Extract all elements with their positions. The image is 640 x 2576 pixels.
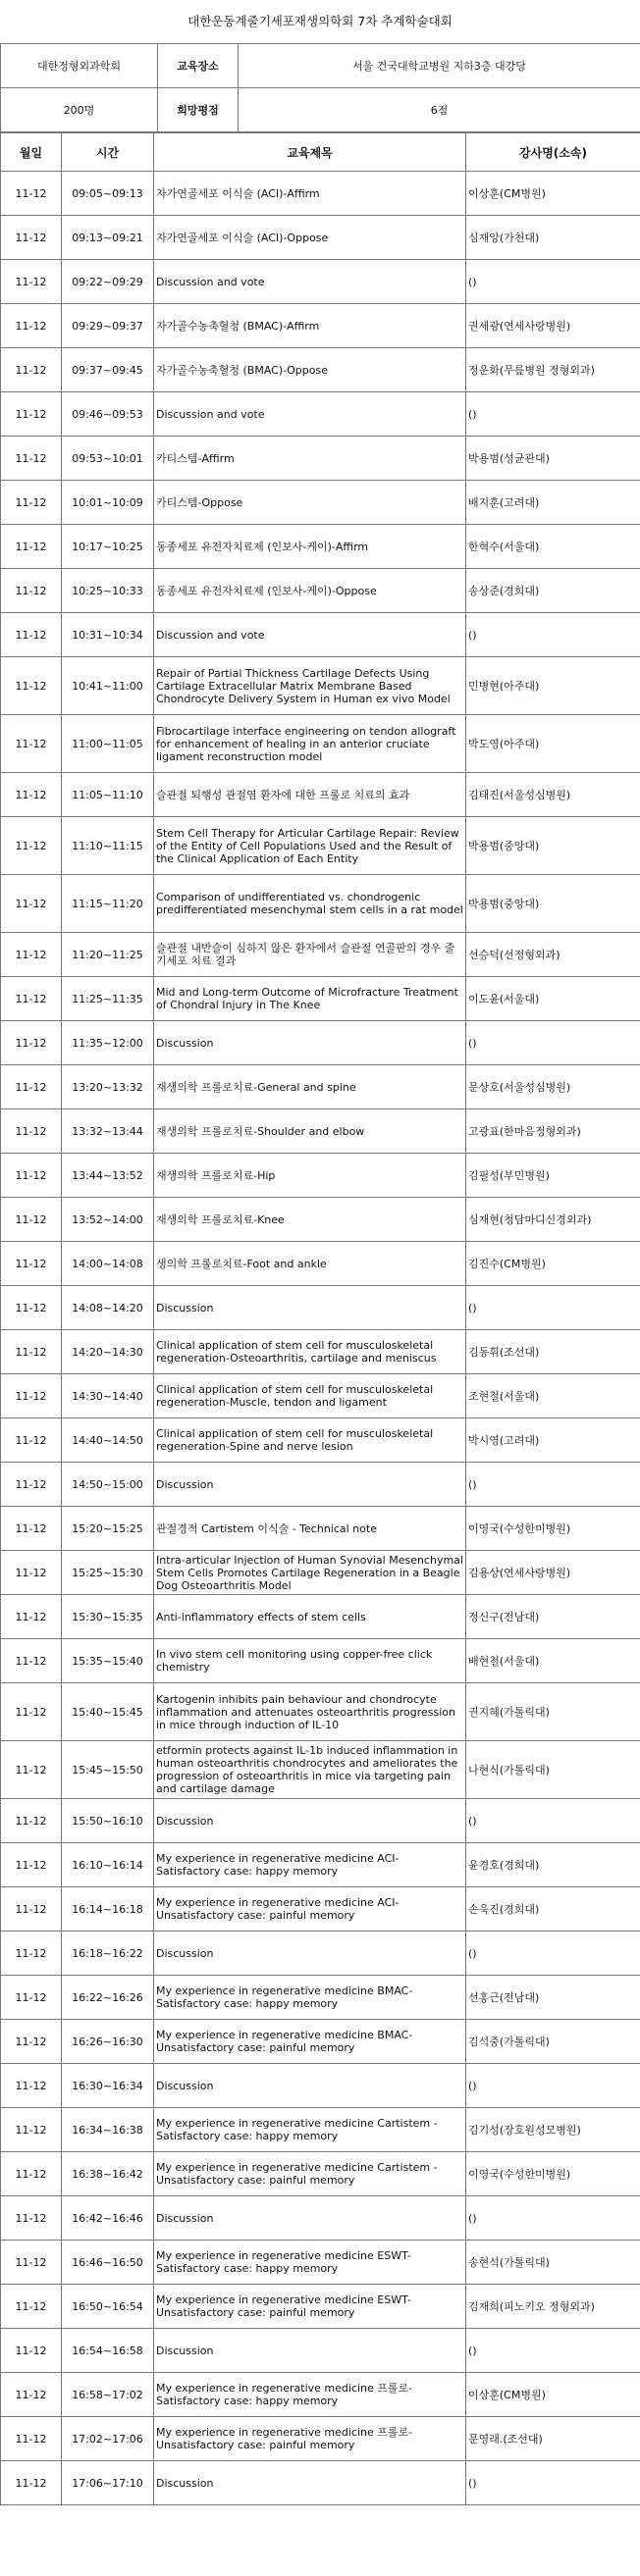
row-date: 11-12 — [1, 2064, 62, 2108]
row-speaker: 고광표(한마음정형외과) — [466, 1109, 640, 1154]
row-speaker: 민병현(아주대) — [466, 657, 640, 715]
table-row — [1, 2417, 640, 2461]
row-time: 15:40~15:45 — [62, 1683, 154, 1741]
row-speaker: 문영래.(조선대) — [466, 2417, 640, 2461]
row-date: 11-12 — [1, 1639, 62, 1683]
table-row — [1, 613, 640, 657]
row-date: 11-12 — [1, 875, 62, 933]
row-speaker: 김기성(장호원성모병원) — [466, 2108, 640, 2152]
row-title: 재생의학 프롤로치료-Hip — [154, 1154, 466, 1198]
row-time: 13:20~13:32 — [62, 1065, 154, 1109]
row-title: 자가연골세포 이식술 (ACI)-Oppose — [154, 216, 466, 260]
row-time: 11:25~11:35 — [62, 977, 154, 1021]
row-date: 11-12 — [1, 613, 62, 657]
page-title: 대한운동계줄기세포재생의학회 7차 추계학술대회 — [187, 14, 453, 28]
table-row — [1, 1507, 640, 1551]
row-time: 13:32~13:44 — [62, 1109, 154, 1154]
row-time: 14:40~14:50 — [62, 1418, 154, 1463]
row-title: Clinical application of stem cell for musculoskeletal regeneration-Spine and nerve lesion — [154, 1418, 466, 1463]
row-date: 11-12 — [1, 1418, 62, 1463]
row-date: 11-12 — [1, 977, 62, 1021]
row-time: 16:54~16:58 — [62, 2329, 154, 2373]
table-row — [1, 1976, 640, 2020]
row-title: Discussion — [154, 1463, 466, 1507]
capacity-value: 200명 — [1, 88, 158, 132]
row-speaker: 조현철(서울대) — [466, 1374, 640, 1418]
row-title: Intra-articular Injection of Human Synovial Mesenchymal Stem Cells Promotes Cartilage Regeneration in a Beagle Dog Osteoarthritis Model — [154, 1551, 466, 1595]
row-speaker: 권세광(연세사랑병원) — [466, 304, 640, 348]
table-row — [1, 875, 640, 933]
row-time: 11:00~11:05 — [62, 715, 154, 773]
row-title: 자가연골세포 이식술 (ACI)-Affirm — [154, 172, 466, 216]
row-date: 11-12 — [1, 481, 62, 525]
table-row — [1, 392, 640, 437]
row-date: 11-12 — [1, 348, 62, 392]
table-row — [1, 1154, 640, 1198]
table-row — [1, 481, 640, 525]
table-row — [1, 1683, 640, 1741]
row-date: 11-12 — [1, 216, 62, 260]
row-title: etformin protects against IL-1b induced inflammation in human osteoarthritis chondrocytes and ameliorates the progression of osteoarthritis in mice via targeting pain and cartilage damage — [154, 1741, 466, 1799]
row-speaker: () — [466, 2461, 640, 2505]
row-speaker: 김용상(연세사랑병원) — [466, 1551, 640, 1595]
table-row — [1, 933, 640, 977]
row-speaker: 이도윤(서울대) — [466, 977, 640, 1021]
row-title: Discussion — [154, 2329, 466, 2373]
row-title: Clinical application of stem cell for musculoskeletal regeneration-Osteoarthritis, cartilage and meniscus — [154, 1330, 466, 1374]
row-title: Discussion — [154, 2196, 466, 2241]
row-title: 관절경적 Cartistem 이식술 - Technical note — [154, 1507, 466, 1551]
row-title: My experience in regenerative medicine Cartistem - Unsatisfactory case: painful memory — [154, 2152, 466, 2196]
row-time: 16:58~17:02 — [62, 2373, 154, 2417]
row-speaker: 이상훈(CM병원) — [466, 2373, 640, 2417]
row-date: 11-12 — [1, 817, 62, 875]
row-date: 11-12 — [1, 1741, 62, 1799]
table-row — [1, 2285, 640, 2329]
row-date: 11-12 — [1, 1799, 62, 1843]
row-date: 11-12 — [1, 172, 62, 216]
row-time: 14:00~14:08 — [62, 1242, 154, 1286]
row-title: Mid and Long-term Outcome of Microfracture Treatment of Chondral Injury in The Knee — [154, 977, 466, 1021]
row-time: 16:30~16:34 — [62, 2064, 154, 2108]
table-row — [1, 1463, 640, 1507]
row-date: 11-12 — [1, 1683, 62, 1741]
row-title: Repair of Partial Thickness Cartilage Defects Using Cartilage Extracellular Matrix Membrane Based Chondrocyte Delivery System in Human ex vivo Model — [154, 657, 466, 715]
row-title: Anti-inflammatory effects of stem cells — [154, 1595, 466, 1639]
row-speaker: 손욱진(경희대) — [466, 1887, 640, 1932]
row-time: 15:45~15:50 — [62, 1741, 154, 1799]
row-speaker: 박도영(아주대) — [466, 715, 640, 773]
row-date: 11-12 — [1, 2241, 62, 2285]
table-row — [1, 1242, 640, 1286]
row-time: 13:44~13:52 — [62, 1154, 154, 1198]
row-title: 재생의학 프롤로치료-General and spine — [154, 1065, 466, 1109]
row-speaker: () — [466, 1799, 640, 1843]
row-time: 16:14~16:18 — [62, 1887, 154, 1932]
table-row — [1, 216, 640, 260]
row-title: 재생의학 프롤로치료-Shoulder and elbow — [154, 1109, 466, 1154]
table-row — [1, 817, 640, 875]
row-speaker: 박시영(고려대) — [466, 1418, 640, 1463]
info-row-venue — [1, 44, 640, 88]
row-time: 09:29~09:37 — [62, 304, 154, 348]
row-time: 16:22~16:26 — [62, 1976, 154, 2020]
row-speaker: () — [466, 613, 640, 657]
row-time: 16:18~16:22 — [62, 1932, 154, 1976]
row-speaker: 선홍근(전남대) — [466, 1976, 640, 2020]
row-date: 11-12 — [1, 1109, 62, 1154]
table-row — [1, 2020, 640, 2064]
organizer-value: 대한정형외과학회 — [1, 44, 158, 88]
row-speaker: 이상훈(CM병원) — [466, 172, 640, 216]
row-title: Fibrocartilage interface engineering on tendon allograft for enhancement of healing in an anterior cruciate ligament reconstruction model — [154, 715, 466, 773]
table-row — [1, 1065, 640, 1109]
row-time: 16:10~16:14 — [62, 1843, 154, 1887]
row-date: 11-12 — [1, 2417, 62, 2461]
row-time: 16:26~16:30 — [62, 2020, 154, 2064]
row-date: 11-12 — [1, 1887, 62, 1932]
row-speaker: 박용범(중앙대) — [466, 817, 640, 875]
venue-label: 교육장소 — [158, 44, 239, 88]
table-row — [1, 1595, 640, 1639]
row-title: My experience in regenerative medicine 프롤로-Satisfactory case: happy memory — [154, 2373, 466, 2417]
row-time: 11:20~11:25 — [62, 933, 154, 977]
row-date: 11-12 — [1, 569, 62, 613]
row-title: My experience in regenerative medicine Cartistem - Satisfactory case: happy memory — [154, 2108, 466, 2152]
row-title: My experience in regenerative medicine BMAC-Unsatisfactory case: painful memory — [154, 2020, 466, 2064]
row-title: Discussion — [154, 2461, 466, 2505]
table-row — [1, 2329, 640, 2373]
row-title: Discussion — [154, 1286, 466, 1330]
row-title: Kartogenin inhibits pain behaviour and chondrocyte inflammation and attenuates osteoarthritis progression in mice through induction of IL-10 — [154, 1683, 466, 1741]
table-row — [1, 657, 640, 715]
row-time: 09:13~09:21 — [62, 216, 154, 260]
row-speaker: 김석중(가톨릭대) — [466, 2020, 640, 2064]
row-time: 10:01~10:09 — [62, 481, 154, 525]
row-time: 09:05~09:13 — [62, 172, 154, 216]
row-title: Discussion and vote — [154, 260, 466, 304]
row-date: 11-12 — [1, 2196, 62, 2241]
row-title: My experience in regenerative medicine ESWT-Satisfactory case: happy memory — [154, 2241, 466, 2285]
table-row — [1, 1741, 640, 1799]
row-time: 15:25~15:30 — [62, 1551, 154, 1595]
row-time: 15:35~15:40 — [62, 1639, 154, 1683]
row-title: 카티스템-Affirm — [154, 437, 466, 481]
row-time: 16:42~16:46 — [62, 2196, 154, 2241]
row-title: 생의학 프롤로치료-Foot and ankle — [154, 1242, 466, 1286]
row-speaker: () — [466, 2196, 640, 2241]
table-row — [1, 1330, 640, 1374]
row-time: 16:50~16:54 — [62, 2285, 154, 2329]
table-row — [1, 1551, 640, 1595]
row-date: 11-12 — [1, 437, 62, 481]
row-date: 11-12 — [1, 1021, 62, 1065]
row-date: 11-12 — [1, 1154, 62, 1198]
row-time: 14:20~14:30 — [62, 1330, 154, 1374]
row-title: Clinical application of stem cell for musculoskeletal regeneration-Muscle, tendon and ligament — [154, 1374, 466, 1418]
row-date: 11-12 — [1, 2373, 62, 2417]
row-speaker: 김필성(부민병원) — [466, 1154, 640, 1198]
info-row-capacity — [1, 88, 640, 132]
row-date: 11-12 — [1, 2152, 62, 2196]
row-time: 16:34~16:38 — [62, 2108, 154, 2152]
row-title: My experience in regenerative medicine ESWT-Unsatisfactory case: painful memory — [154, 2285, 466, 2329]
row-date: 11-12 — [1, 1065, 62, 1109]
table-row — [1, 1887, 640, 1932]
table-row — [1, 977, 640, 1021]
row-title: Comparison of undifferentiated vs. chondrogenic predifferentiated mesenchymal stem cells in a rat model — [154, 875, 466, 933]
row-time: 17:06~17:10 — [62, 2461, 154, 2505]
row-speaker: 이영국(수성한미병원) — [466, 1507, 640, 1551]
row-date: 11-12 — [1, 260, 62, 304]
row-title: 재생의학 프롤로치료-Knee — [154, 1198, 466, 1242]
row-speaker: 나현식(가톨릭대) — [466, 1741, 640, 1799]
row-speaker: 박용범(중앙대) — [466, 875, 640, 933]
row-speaker: 선승덕(선정형외과) — [466, 933, 640, 977]
row-time: 11:05~11:10 — [62, 773, 154, 817]
schedule-header-row — [1, 133, 640, 172]
row-title: 슬관절 내반슬이 심하지 않은 환자에서 슬관절 연골판의 경우 줄기세포 치료 결과 — [154, 933, 466, 977]
row-title: 자가골수농축혈청 (BMAC)-Oppose — [154, 348, 466, 392]
row-date: 11-12 — [1, 1932, 62, 1976]
row-speaker: 배지훈(고려대) — [466, 481, 640, 525]
row-speaker: 윤경호(경희대) — [466, 1843, 640, 1887]
row-date: 11-12 — [1, 1374, 62, 1418]
row-time: 14:08~14:20 — [62, 1286, 154, 1330]
row-time: 10:31~10:34 — [62, 613, 154, 657]
row-time: 13:52~14:00 — [62, 1198, 154, 1242]
row-speaker: 배현철(서울대) — [466, 1639, 640, 1683]
table-row — [1, 2241, 640, 2285]
row-time: 11:15~11:20 — [62, 875, 154, 933]
row-speaker: () — [466, 2064, 640, 2108]
row-time: 15:30~15:35 — [62, 1595, 154, 1639]
table-row — [1, 773, 640, 817]
row-time: 11:10~11:15 — [62, 817, 154, 875]
row-date: 11-12 — [1, 1286, 62, 1330]
row-time: 11:35~12:00 — [62, 1021, 154, 1065]
row-date: 11-12 — [1, 2285, 62, 2329]
table-row — [1, 2152, 640, 2196]
table-row — [1, 2108, 640, 2152]
row-date: 11-12 — [1, 2108, 62, 2152]
schedule-table — [0, 132, 640, 2505]
row-speaker: 정신구(전남대) — [466, 1595, 640, 1639]
row-speaker: 김진수(CM병원) — [466, 1242, 640, 1286]
row-date: 11-12 — [1, 2461, 62, 2505]
row-date: 11-12 — [1, 1551, 62, 1595]
row-speaker: () — [466, 2329, 640, 2373]
row-speaker: () — [466, 1463, 640, 1507]
row-date: 11-12 — [1, 2329, 62, 2373]
row-time: 16:38~16:42 — [62, 2152, 154, 2196]
row-time: 10:25~10:33 — [62, 569, 154, 613]
row-date: 11-12 — [1, 1198, 62, 1242]
row-speaker: 한혁수(서울대) — [466, 525, 640, 569]
table-row — [1, 172, 640, 216]
row-time: 09:53~10:01 — [62, 437, 154, 481]
row-title: In vivo stem cell monitoring using copper-free click chemistry — [154, 1639, 466, 1683]
info-table — [0, 43, 640, 132]
row-time: 09:46~09:53 — [62, 392, 154, 437]
row-title: Stem Cell Therapy for Articular Cartilage Repair: Review of the Entity of Cell Populations Used and the Result of the Clinical Application of Each Entity — [154, 817, 466, 875]
row-speaker: 이영국(수성한미병원) — [466, 2152, 640, 2196]
score-value: 6점 — [239, 88, 640, 132]
table-row — [1, 1021, 640, 1065]
row-speaker: () — [466, 260, 640, 304]
table-row — [1, 1286, 640, 1330]
row-title: 동종세포 유전자치료제 (인보사-케이)-Oppose — [154, 569, 466, 613]
row-title: Discussion and vote — [154, 613, 466, 657]
table-row — [1, 260, 640, 304]
row-speaker: 김재희(피노키오 정형외과) — [466, 2285, 640, 2329]
row-date: 11-12 — [1, 1507, 62, 1551]
row-speaker: 문상호(서울성심병원) — [466, 1065, 640, 1109]
row-date: 11-12 — [1, 715, 62, 773]
venue-value: 서울 건국대학교병원 지하3층 대강당 — [239, 44, 640, 88]
row-date: 11-12 — [1, 525, 62, 569]
table-row — [1, 2196, 640, 2241]
row-title: My experience in regenerative medicine ACI-Satisfactory case: happy memory — [154, 1843, 466, 1887]
table-row — [1, 2373, 640, 2417]
table-row — [1, 1109, 640, 1154]
row-date: 11-12 — [1, 1242, 62, 1286]
row-date: 11-12 — [1, 304, 62, 348]
row-time: 10:17~10:25 — [62, 525, 154, 569]
table-row — [1, 1198, 640, 1242]
row-date: 11-12 — [1, 2020, 62, 2064]
row-speaker: 심재현(청담마디신경외과) — [466, 1198, 640, 1242]
row-time: 09:37~09:45 — [62, 348, 154, 392]
row-date: 11-12 — [1, 1976, 62, 2020]
row-time: 14:30~14:40 — [62, 1374, 154, 1418]
table-row — [1, 1374, 640, 1418]
row-speaker: 심재앙(가천대) — [466, 216, 640, 260]
row-title: 카티스템-Oppose — [154, 481, 466, 525]
table-row — [1, 304, 640, 348]
table-row — [1, 348, 640, 392]
schedule-body — [1, 172, 640, 2505]
row-time: 17:02~17:06 — [62, 2417, 154, 2461]
row-time: 15:50~16:10 — [62, 1799, 154, 1843]
row-speaker: 송상준(경희대) — [466, 569, 640, 613]
row-date: 11-12 — [1, 1330, 62, 1374]
row-speaker: 정운화(무릎병원 정형외과) — [466, 348, 640, 392]
row-speaker: () — [466, 1021, 640, 1065]
row-time: 16:46~16:50 — [62, 2241, 154, 2285]
column-header-speaker: 강사명(소속) — [466, 133, 640, 172]
table-row — [1, 1799, 640, 1843]
row-title: 동종세포 유전자치료제 (인보사-케이)-Affirm — [154, 525, 466, 569]
row-title: My experience in regenerative medicine 프롤로-Unsatisfactory case: painful memory — [154, 2417, 466, 2461]
row-title: Discussion — [154, 1799, 466, 1843]
row-time: 15:20~15:25 — [62, 1507, 154, 1551]
table-row — [1, 437, 640, 481]
row-date: 11-12 — [1, 1843, 62, 1887]
row-title: Discussion — [154, 1932, 466, 1976]
table-row — [1, 1418, 640, 1463]
row-date: 11-12 — [1, 773, 62, 817]
row-speaker: () — [466, 392, 640, 437]
row-speaker: 권지혜(가톨릭대) — [466, 1683, 640, 1741]
table-row — [1, 1843, 640, 1887]
row-speaker: 박용범(성균관대) — [466, 437, 640, 481]
row-title: Discussion and vote — [154, 392, 466, 437]
row-date: 11-12 — [1, 1463, 62, 1507]
row-title: 슬관절 퇴행성 관절염 환자에 대한 프롤로 치료의 효과 — [154, 773, 466, 817]
row-time: 09:22~09:29 — [62, 260, 154, 304]
row-time: 14:50~15:00 — [62, 1463, 154, 1507]
row-speaker: () — [466, 1932, 640, 1976]
row-speaker: 김태진(서울성심병원) — [466, 773, 640, 817]
column-header-title: 교육제목 — [154, 133, 466, 172]
row-date: 11-12 — [1, 657, 62, 715]
row-time: 10:41~11:00 — [62, 657, 154, 715]
row-title: My experience in regenerative medicine BMAC-Satisfactory case: happy memory — [154, 1976, 466, 2020]
row-speaker: 송현석(가톨릭대) — [466, 2241, 640, 2285]
row-date: 11-12 — [1, 1595, 62, 1639]
table-row — [1, 2064, 640, 2108]
score-label: 희망평점 — [158, 88, 239, 132]
table-row — [1, 2461, 640, 2505]
table-row — [1, 1639, 640, 1683]
row-date: 11-12 — [1, 392, 62, 437]
row-speaker: () — [466, 1286, 640, 1330]
row-title: 자가골수농축혈청 (BMAC)-Affirm — [154, 304, 466, 348]
table-row — [1, 569, 640, 613]
table-row — [1, 1932, 640, 1976]
table-row — [1, 525, 640, 569]
row-date: 11-12 — [1, 933, 62, 977]
row-title: Discussion — [154, 2064, 466, 2108]
row-speaker: 김동휘(조선대) — [466, 1330, 640, 1374]
row-title: Discussion — [154, 1021, 466, 1065]
table-row — [1, 715, 640, 773]
row-title: My experience in regenerative medicine ACI-Unsatisfactory case: painful memory — [154, 1887, 466, 1932]
column-header-time: 시간 — [62, 133, 154, 172]
column-header-date: 월일 — [1, 133, 62, 172]
